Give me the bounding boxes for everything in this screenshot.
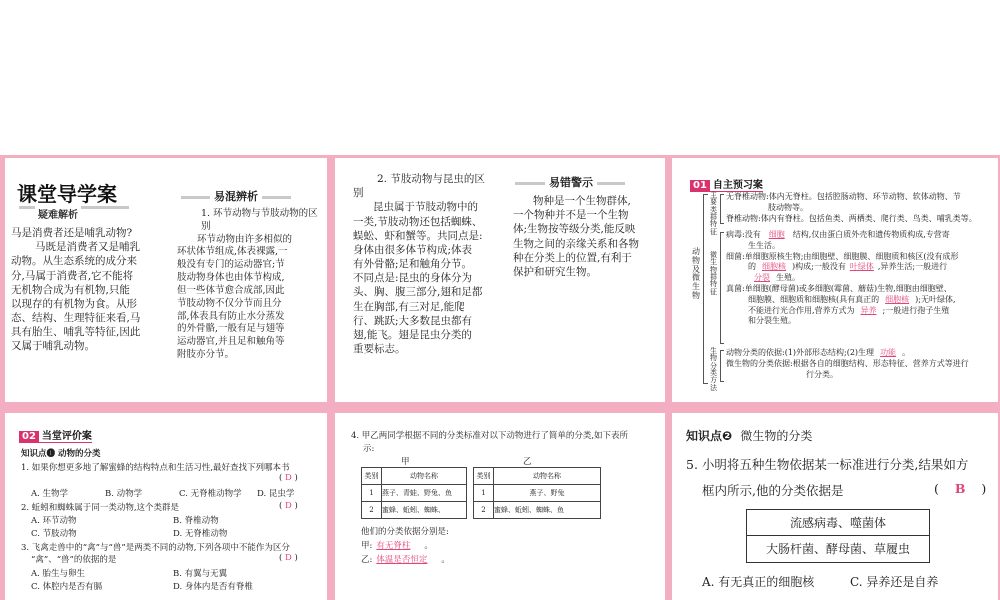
- preview-badge-text: 自主预习案: [712, 180, 763, 191]
- q5-option-a: A. 有无真正的细胞核: [702, 575, 815, 589]
- table-b-header: 类别 动物名称: [474, 468, 601, 485]
- answer-b: 乙: 体温是否恒定 。: [361, 555, 450, 565]
- panel-arthropods: [335, 158, 665, 402]
- q5-answer: ( B ): [934, 481, 987, 496]
- box-row-1: 流感病毒、噬菌体: [747, 510, 929, 536]
- panel-evaluation: [5, 413, 327, 600]
- answer-a: 甲: 有无脊柱 。: [361, 541, 433, 551]
- q1-option-b: B. 动物学: [105, 489, 143, 499]
- outer-label: 动物及微生物: [692, 247, 700, 300]
- group2-brace: [720, 232, 724, 344]
- section-heading-confusion: 易混辨析: [210, 188, 262, 204]
- table-row: 2 蜜蜂、蚯蚓、蜘蛛、鱼: [474, 502, 601, 519]
- q2-option-a: A. 环节动物: [31, 516, 77, 526]
- warning-block: 物种是一个生物群体, 一个物种并不是一个生物 体;生物按等级分类,能反映 生物之间的亲缘关系和各物 种在分类上的位置,有利于 保护和研究生物。: [513, 195, 639, 278]
- q2-option-d: D. 无脊椎动物: [173, 529, 228, 539]
- panel-guide: [5, 158, 327, 402]
- item1-block: 1. 环节动物与节肢动物的区别 环节动物由许多相似的 环状体节组成,体表裸露,一 般没有专门的运动器官;节 肢动物身体也由体节构成, 但一些体节愈合成部,因此 节肢动物不仅分节而且分 部,体表具有防止水分蒸发 的外骨骼,一般有足与翅等 运动器官,并且足和触角等 附肢亦分节。: [177, 208, 323, 362]
- knowledge-point-2: 知识点❷ 微生物的分类: [686, 429, 813, 443]
- item2-block: 2. 节肢动物与昆虫的区 别 昆虫属于节肢动物中的 一类,节肢动物还包括蜘蛛、 蜈蚣、虾和蟹等。共同点是: 身体由很多体节构成;体表 有外骨骼;足和触角分节。 不同点是:昆虫的身体分为 头、胸、腹三部分,翅和足都 生在胸部,有三对足,能爬 行、跳跃;大多数昆虫都有 翅,能飞。翅是昆虫分类的 重要标志。: [353, 173, 485, 356]
- q3-answer: ( D ): [279, 553, 298, 563]
- bacteria-line: 的 细胞核 )构成;一般没有 叶绿体 ,异养生活;一般进行: [748, 262, 948, 272]
- subtitle-banner: 疑难解析: [35, 206, 81, 221]
- virus-line: 病毒:没有 细胞 结构,仅由蛋白质外壳和遗传物质构成,专营寄: [726, 230, 950, 239]
- group1-label: 主要类群特征: [710, 191, 717, 236]
- q1-text: 1. 如果你想更多地了解蜜蜂的结构特点和生活习性,最好查找下列哪本书: [21, 463, 290, 473]
- q3-option-c: C. 体腔内是否有膈: [31, 582, 103, 592]
- group3-label: 生物分类方法: [710, 347, 717, 392]
- qa-block: [11, 226, 161, 354]
- group1-lines: 无脊椎动物:体内无脊柱。包括腔肠动物、环节动物、软体动物、节 肢动物等。 脊椎动物:体内有脊柱。包括鱼类、两栖类、爬行类、鸟类、哺乳类等。: [726, 192, 977, 223]
- qa-question: 马是消费者还是哺乳动物?: [11, 227, 133, 239]
- table-a: [361, 467, 467, 519]
- q1-option-a: A. 生物学: [31, 489, 69, 499]
- q1-option-c: C. 无脊椎动物学: [179, 489, 242, 499]
- table-b: [473, 467, 601, 519]
- q1-answer: ( D ): [279, 473, 298, 483]
- q2-option-c: C. 节肢动物: [31, 529, 77, 539]
- outer-brace: [703, 194, 708, 384]
- group2-lines: 病毒:没有 细胞 结构,仅由蛋白质外壳和遗传物质构成,专营寄 生生活。 细菌:单细胞原核生物;由细胞壁、细胞膜、细胞质和核区(没有成形 的 细胞核 )构成;一般没有 叶绿体 ,异养生活;一般进行 分裂 生殖。 真菌:单细胞(酵母菌)或多细胞(霉菌、蘑菇)生物,细胞由细胞壁、 细胞膜、细胞质和细胞核(具有真正的 细胞核 );无叶绿体, 不能进行光合作用,营养方式为 异养 ;一般进行孢子生殖 和分裂生殖。: [726, 230, 998, 327]
- evaluation-badge-number: 02: [19, 431, 39, 442]
- q3-text-line2: “禽”、“兽”的依据的是: [31, 555, 117, 565]
- table-row: 2 蜜蜂、蚯蚓、蜘蛛、: [362, 502, 467, 519]
- panel-microbe-classification: [672, 413, 998, 600]
- preview-badge-number: 01: [690, 180, 710, 191]
- q3-text-line1: 3. 飞禽走兽中的“禽”与“兽”是两类不同的动物,下列各项中不能作为区分: [21, 543, 290, 553]
- table-row: 1 燕子、野兔: [474, 485, 601, 502]
- group1-brace: [720, 194, 724, 224]
- q2-text: 2. 蚯蚓和蜘蛛属于同一类动物,这个类群是: [21, 503, 180, 513]
- table-b-label: 乙: [523, 457, 532, 467]
- q5-text-line2: 框内所示,他的分类依据是: [702, 483, 844, 498]
- q4-text-line2: 示:: [363, 444, 375, 454]
- basis-line: 动物分类的依据:(1)外部形态结构;(2)生理 功能 。: [726, 348, 911, 357]
- table-a-label: 甲: [401, 457, 410, 467]
- evaluation-badge: [19, 427, 92, 443]
- panel-preview: [672, 158, 998, 402]
- section-heading-warning: 易错警示: [545, 174, 597, 190]
- group2-label: 微生物群特征: [710, 251, 717, 296]
- preview-badge: [690, 176, 763, 192]
- q5-option-c: C. 异养还是自养: [850, 575, 939, 589]
- group3-lines: 动物分类的依据:(1)外部形态结构;(2)生理 功能 。 微生物的分类依据:根据各自的细胞结构、形态特征、营养方式等进行 行分类。: [726, 348, 998, 380]
- q3-option-d: D. 身体内是否有脊椎: [173, 582, 253, 592]
- table-a-header: 类别 动物名称: [362, 468, 467, 485]
- q2-answer: ( D ): [279, 501, 298, 511]
- panel-classification-table: [335, 413, 665, 600]
- table-row: 1 燕子、青蛙、野兔、鱼: [362, 485, 467, 502]
- basis-question: 他们的分类依据分别是:: [361, 527, 449, 537]
- fungi-line: 细胞膜、细胞质和细胞核(具有真正的 细胞核 );无叶绿体,: [748, 294, 956, 304]
- group3-brace: [720, 350, 724, 382]
- q5-text-line1: 5. 小明将五种生物依据某一标准进行分类,结果如方: [686, 457, 969, 472]
- evaluation-badge-text: 当堂评价案: [41, 431, 92, 442]
- item1-title: 1. 环节动物与节肢动物的区别: [201, 208, 318, 232]
- q4-text-line1: 4. 甲乙两同学根据不同的分类标准对以下动物进行了简单的分类,如下表所: [351, 431, 629, 441]
- q1-option-d: D. 昆虫学: [257, 489, 295, 499]
- q3-option-a: A. 胎生与卵生: [31, 569, 86, 579]
- q3-option-b: B. 有翼与无翼: [173, 569, 228, 579]
- knowledge-point-1: 知识点❶ 动物的分类: [21, 449, 101, 459]
- classification-box: [746, 509, 930, 563]
- page-title: 课堂导学案: [17, 182, 117, 206]
- box-row-2: 大肠杆菌、酵母菌、草履虫: [765, 542, 910, 556]
- qa-answer: 马既是消费者又是哺乳 动物。从生态系统的成分来 分,马属于消费者,它不能将 无机物合成为有机物,只能 以现存的有机物为食。从形 态、结构、生理特征来看,马 具有胎生、哺乳等特征,因此 又属于哺乳动物。: [11, 241, 141, 353]
- q2-option-b: B. 脊椎动物: [173, 516, 219, 526]
